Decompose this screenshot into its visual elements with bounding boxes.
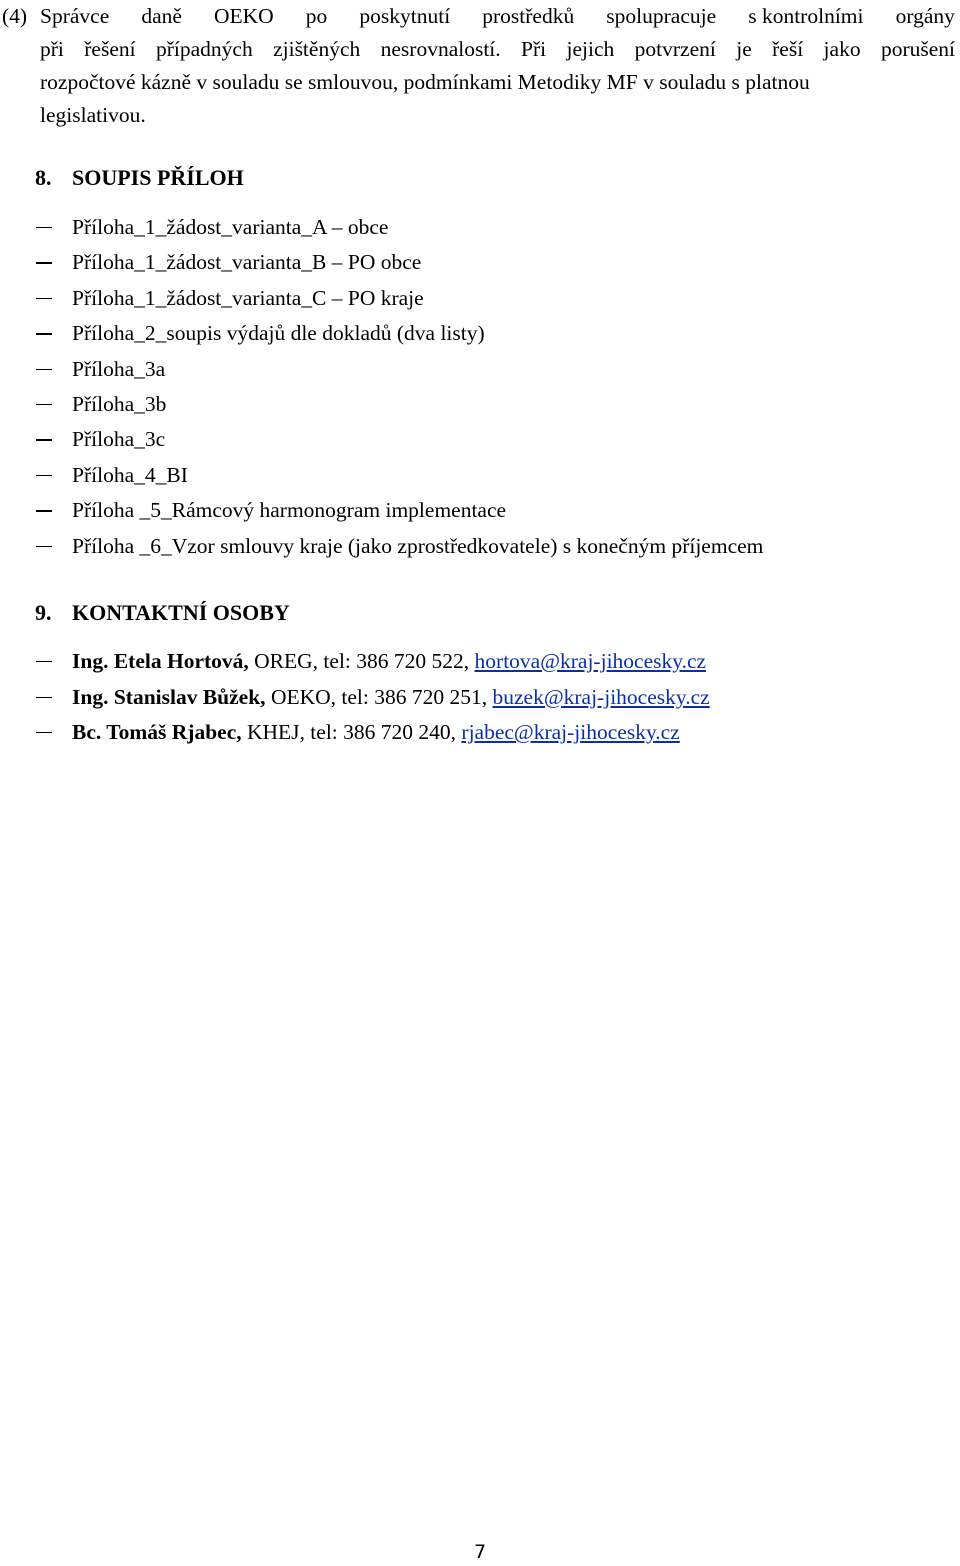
paragraph-line-1 [0, 0, 960, 33]
dash-bullet [36, 369, 52, 370]
dash-bullet [36, 227, 52, 228]
dash-bullet [36, 262, 52, 263]
dash-bullet [36, 439, 52, 440]
attachments-list [0, 210, 960, 564]
word: nesrovnalostí. [380, 37, 501, 61]
contact-details: OREG, tel: 386 720 522, [248, 649, 475, 673]
word: orgány [895, 4, 955, 28]
contact-name: Bc. Tomáš Rjabec, [72, 720, 242, 744]
dash-bullet [36, 475, 52, 476]
contact-item [0, 644, 960, 680]
list-item [0, 529, 960, 564]
section-number: 8. [35, 165, 52, 190]
dash-bullet [36, 298, 52, 299]
page-number: 7 [473, 1541, 487, 1563]
word: poskytnutí [359, 4, 451, 28]
paragraph-line-2-text [40, 33, 955, 66]
contact-details: OEKO, tel: 386 720 251, [265, 684, 493, 709]
word: po [305, 4, 328, 28]
list-item-text: Příloha_3c [72, 427, 166, 452]
contact-text [72, 715, 680, 751]
dash-bullet [36, 404, 52, 405]
dash-bullet [36, 661, 52, 662]
list-item [0, 458, 960, 493]
list-item [0, 316, 960, 351]
list-item [0, 245, 960, 280]
paragraph-line-4 [0, 99, 960, 132]
word: zjištěných [273, 37, 361, 61]
list-item-text: Příloha_1_žádost_varianta_C – PO kraje [72, 285, 424, 310]
paragraph-line-3 [0, 66, 960, 99]
word: porušení [880, 37, 955, 61]
contact-email-link[interactable]: hortova@kraj-jihocesky.cz [474, 649, 707, 673]
paragraph-line-3-text: rozpočtové kázně v souladu se smlouvou, podmínkami Metodiky MF v souladu s platnou [40, 70, 810, 94]
word: s kontrolními [748, 4, 864, 28]
dash-bullet [36, 697, 52, 698]
contact-email-link[interactable]: rjabec@kraj-jihocesky.cz [461, 720, 680, 744]
list-item [0, 281, 960, 316]
section-9-heading [35, 598, 290, 628]
list-item [0, 387, 960, 422]
list-item-text: Příloha_4_BI [72, 462, 188, 487]
list-item-text: Příloha _6_Vzor smlouvy kraje (jako zprostředkovatele) s konečným příjemcem [72, 533, 764, 558]
dash-bullet [36, 510, 52, 511]
word: řešení [84, 37, 136, 61]
word: Při [521, 37, 547, 61]
word: řeší [772, 37, 804, 61]
list-item-text: Příloha_3b [72, 391, 167, 416]
section-number: 9. [35, 600, 52, 625]
paragraph-label: (4) [2, 4, 28, 28]
list-item-text: Příloha _5_Rámcový harmonogram implementace [72, 498, 507, 523]
contacts-list [0, 644, 960, 751]
word: jejich [566, 37, 615, 61]
dash-bullet [36, 732, 52, 733]
contact-item [0, 715, 960, 751]
paragraph-line-2 [0, 33, 960, 66]
paragraph-4 [0, 0, 960, 132]
dash-bullet [36, 333, 52, 334]
paragraph-line-4-text: legislativou. [40, 103, 146, 127]
contact-text [72, 644, 706, 680]
list-item-text: Příloha_1_žádost_varianta_A – obce [72, 215, 389, 239]
contact-email-link[interactable]: buzek@kraj-jihocesky.cz [492, 684, 710, 709]
contact-name: Ing. Stanislav Bůžek, [72, 684, 266, 709]
dash-bullet [36, 546, 52, 547]
word: prostředků [482, 4, 575, 28]
word: Správce [40, 4, 110, 28]
word: OEKO [214, 4, 274, 28]
paragraph-line-1-text [40, 0, 955, 33]
word: daně [141, 4, 182, 28]
contact-item [0, 680, 960, 716]
contact-details: KHEJ, tel: 386 720 240, [241, 720, 462, 744]
word: jako [823, 37, 861, 61]
list-item-text: Příloha_3a [72, 356, 166, 381]
list-item-text: Příloha_1_žádost_varianta_B – PO obce [72, 250, 422, 275]
list-item [0, 493, 960, 528]
list-item-text: Příloha_2_soupis výdajů dle dokladů (dva listy) [72, 321, 485, 346]
contact-name: Ing. Etela Hortová, [72, 649, 249, 673]
word: potvrzení [634, 37, 716, 61]
word: spolupracuje [606, 4, 717, 28]
list-item [0, 352, 960, 387]
section-title: SOUPIS PŘÍLOH [72, 165, 244, 190]
word: je [736, 37, 752, 61]
section-title: KONTAKTNÍ OSOBY [72, 600, 290, 625]
contact-text [72, 680, 710, 716]
word: případných [155, 37, 253, 61]
section-8-heading [35, 163, 244, 193]
list-item [0, 422, 960, 457]
list-item [0, 210, 960, 245]
word: při [40, 37, 64, 61]
